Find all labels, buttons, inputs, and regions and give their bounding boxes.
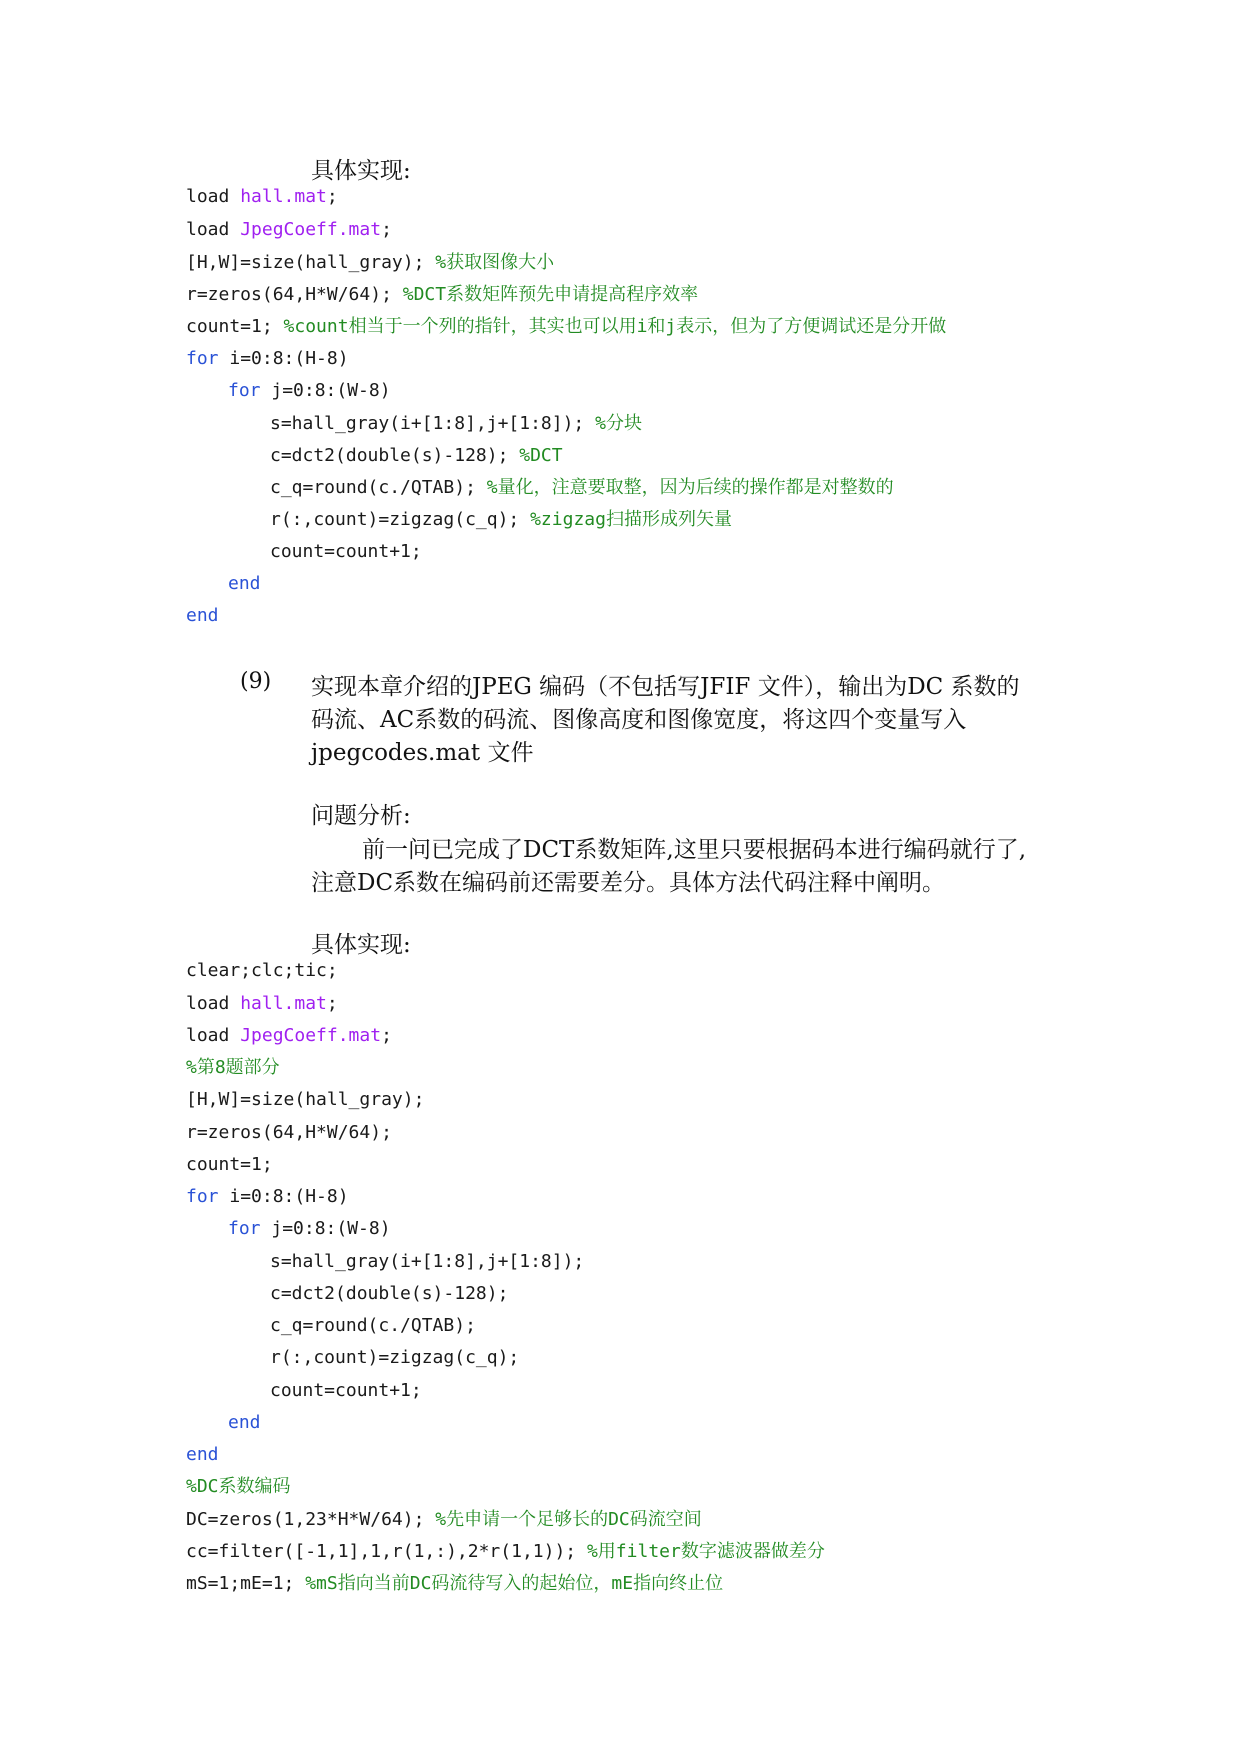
code-line: r(:,count)=zigzag(c_q); xyxy=(270,1347,520,1368)
code-line: count=count+1; xyxy=(270,1380,422,1401)
code-line: mS=1;mE=1; %mS指向当前DC码流待写入的起始位，mE指向终止位 xyxy=(186,1573,724,1594)
question-text-line: 码流、AC系数的码流、图像高度和图像宽度，将这四个变量写入 xyxy=(311,707,967,733)
code-line: %第8题部分 xyxy=(186,1057,280,1078)
code-line: clear;clc;tic; xyxy=(186,960,338,981)
analysis-text-line: 前一问已完成了DCT系数矩阵,这里只要根据码本进行编码就行了, xyxy=(362,837,1027,863)
code-line: end xyxy=(228,1412,261,1433)
code-line: load hall.mat; xyxy=(186,186,338,207)
code-line: %DC系数编码 xyxy=(186,1476,291,1497)
question-text-line: 实现本章介绍的JPEG 编码（不包括写JFIF 文件），输出为DC 系数的 xyxy=(311,674,1020,700)
section-heading-implementation: 具体实现: xyxy=(311,932,411,958)
analysis-text-line: 注意DC系数在编码前还需要差分。具体方法代码注释中阐明。 xyxy=(311,870,946,896)
code-line: end xyxy=(228,573,261,594)
question-text-line: jpegcodes.mat 文件 xyxy=(311,740,534,766)
code-line: for i=0:8:(H-8) xyxy=(186,348,349,369)
code-line: load hall.mat; xyxy=(186,993,338,1014)
code-line: load JpegCoeff.mat; xyxy=(186,1025,392,1046)
code-line: for j=0:8:(W-8) xyxy=(228,1218,391,1239)
code-line: s=hall_gray(i+[1:8],j+[1:8]); %分块 xyxy=(270,413,642,434)
code-line: s=hall_gray(i+[1:8],j+[1:8]); xyxy=(270,1251,585,1272)
question-number: (9) xyxy=(240,669,272,694)
code-line: r=zeros(64,H*W/64); xyxy=(186,1122,392,1143)
code-line: c_q=round(c./QTAB); xyxy=(270,1315,476,1336)
code-line: for j=0:8:(W-8) xyxy=(228,380,391,401)
code-line: c_q=round(c./QTAB); %量化，注意要取整，因为后续的操作都是对整数的 xyxy=(270,477,894,498)
code-line: r=zeros(64,H*W/64); %DCT系数矩阵预先申请提高程序效率 xyxy=(186,284,699,305)
code-line: c=dct2(double(s)-128); %DCT xyxy=(270,445,563,466)
code-line: c=dct2(double(s)-128); xyxy=(270,1283,509,1304)
code-line: r(:,count)=zigzag(c_q); %zigzag扫描形成列矢量 xyxy=(270,509,732,530)
code-line: cc=filter([-1,1],1,r(1,:),2*r(1,1)); %用filter数字滤波器做差分 xyxy=(186,1541,825,1562)
code-line: load JpegCoeff.mat; xyxy=(186,219,392,240)
code-line: [H,W]=size(hall_gray); xyxy=(186,1089,425,1110)
code-line: DC=zeros(1,23*H*W/64); %先申请一个足够长的DC码流空间 xyxy=(186,1509,702,1530)
code-line: end xyxy=(186,1444,219,1465)
analysis-heading: 问题分析: xyxy=(311,803,411,829)
code-line: count=1; xyxy=(186,1154,273,1175)
code-line: [H,W]=size(hall_gray); %获取图像大小 xyxy=(186,252,555,273)
code-line: for i=0:8:(H-8) xyxy=(186,1186,349,1207)
code-line: end xyxy=(186,605,219,626)
code-line: count=1; %count相当于一个列的指针，其实也可以用i和j表示，但为了方便调试还是分开做 xyxy=(186,316,947,337)
code-line: count=count+1; xyxy=(270,541,422,562)
section-heading-implementation: 具体实现: xyxy=(311,158,411,184)
